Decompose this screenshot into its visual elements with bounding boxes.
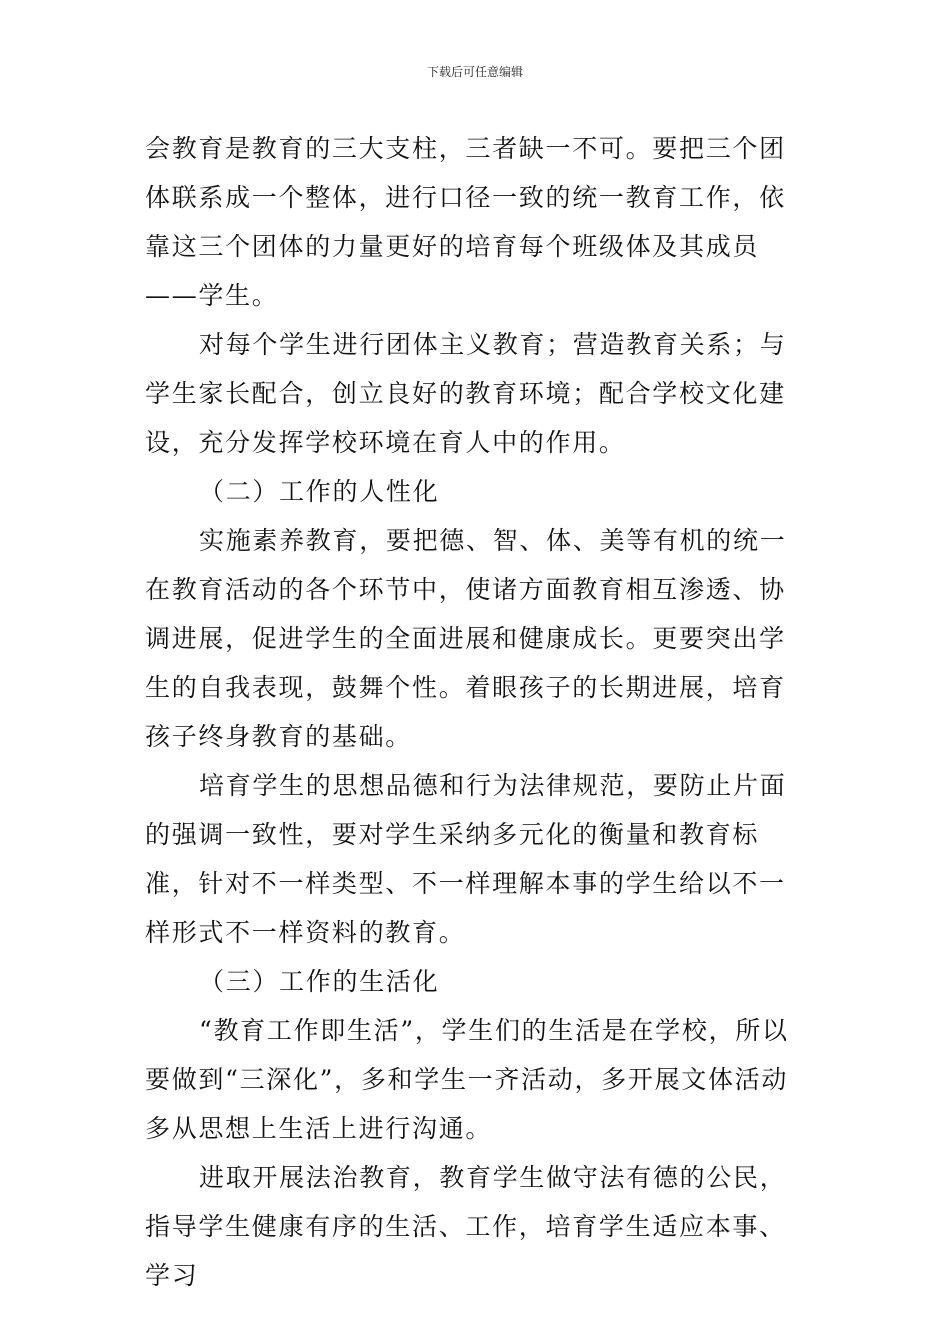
paragraph: 培育学生的思想品德和行为法律规范，要防止片面的强调一致性，要对学生采纳多元化的衡量和教育标准，针对不一样类型、不一样理解本事的学生给以不一样形式不一样资料的教育。	[145, 771, 787, 947]
paragraph: 对每个学生进行团体主义教育；营造教育关系；与学生家长配合，创立良好的教育环境；配合学校文化建设，充分发挥学校环境在育人中的作用。	[145, 330, 787, 457]
section-heading: （三）工作的生活化	[199, 967, 440, 996]
document-body	[145, 124, 811, 1300]
paragraph: 实施素养教育，要把德、智、体、美等有机的统一在教育活动的各个环节中，使诸方面教育相互渗透、协调进展，促进学生的全面进展和健康成长。更要突出学生的自我表现，鼓舞个性。着眼孩子的长期进展，培育孩子终身教育的基础。	[145, 526, 787, 751]
page-header: 下载后可任意编辑	[426, 65, 523, 79]
section-heading: （二）工作的人性化	[199, 477, 440, 506]
paragraph: 进取开展法治教育，教育学生做守法有德的公民，指导学生健康有序的生活、工作，培育学生适应本事、学习	[145, 1163, 787, 1290]
paragraph: “教育工作即生活”，学生们的生活是在学校，所以要做到“三深化”，多和学生一齐活动，多开展文体活动多从思想上生活上进行沟通。	[145, 1016, 789, 1143]
paragraph: 会教育是教育的三大支柱，三者缺一不可。要把三个团体联系成一个整体，进行口径一致的统一教育工作，依靠这三个团体的力量更好的培育每个班级体及其成员——学生。	[145, 134, 786, 310]
